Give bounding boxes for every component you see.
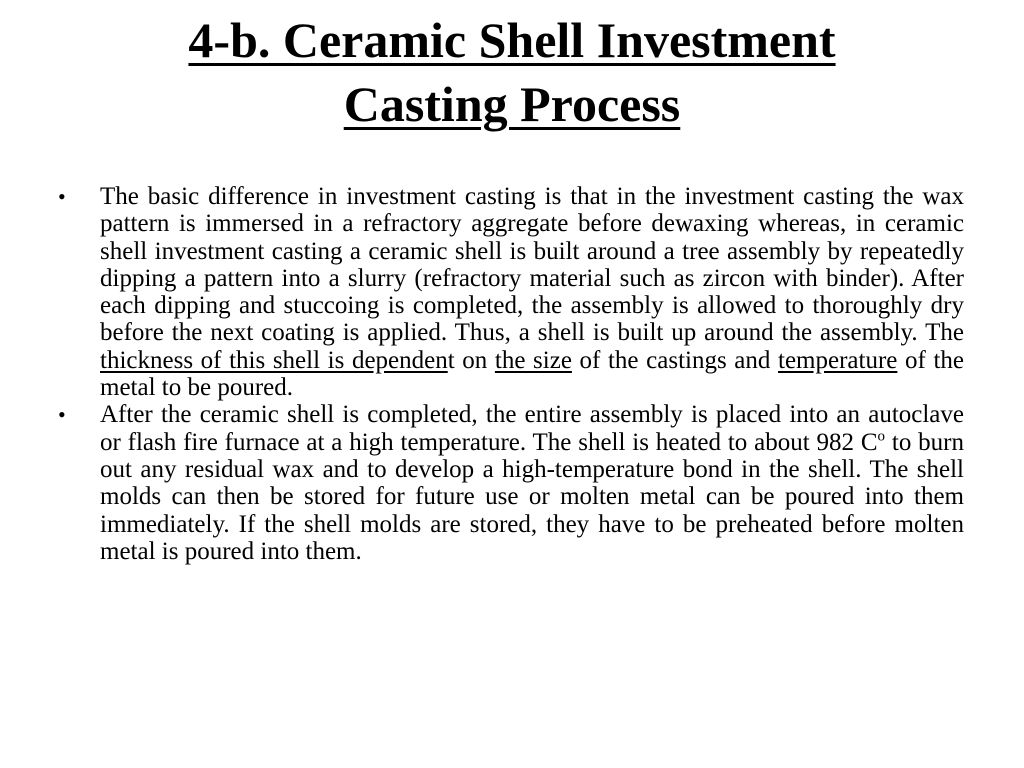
title-line-1: 4-b. Ceramic Shell Investment [188,12,836,68]
underlined-text: thickness of this shell is dependen [100,346,448,374]
bullet-text: t on [447,346,495,374]
bullet-item [58,183,964,401]
slide-title [0,8,1024,136]
bullet-icon: • [58,402,66,428]
underlined-text: temperature [778,346,898,374]
underlined-text: the size [494,346,572,374]
bullet-list [58,183,964,565]
bullet-text: The basic difference in investment casting is that in the investment casting the wax pattern is immersed in a refractory aggregate before dewaxing whereas, in ceramic shell investment casting a ceramic shell is built around a tree assembly by repeatedly dipping a pattern into a slurry (refractory material such as zircon with binder). After each dipping and stuccoing is completed, the assembly is allowed to thoroughly dry before the next coating is applied. Thus, a shell is built up around the assembly. The [100,183,964,347]
bullet-item [58,401,964,565]
title-line-2: Casting Process [343,76,681,132]
bullet-text: After the ceramic shell is completed, the entire assembly is placed into an autoclave or flash fire furnace at a high temperature. The shell is heated to about 982 C [100,401,964,456]
degree-superscript: o [877,428,886,445]
bullet-icon: • [58,184,66,209]
bullet-text: of the castings and [571,346,779,374]
bullet-text: of the metal to be poured. [100,346,964,402]
bullet-text: to burn out any residual wax and to develop a high-temperature bond in the shell. The shell molds can then be stored for future use or molten metal can be poured into them immediately. If the shell molds are stored, they have to be preheated before molten metal is poured into them. [100,428,964,565]
